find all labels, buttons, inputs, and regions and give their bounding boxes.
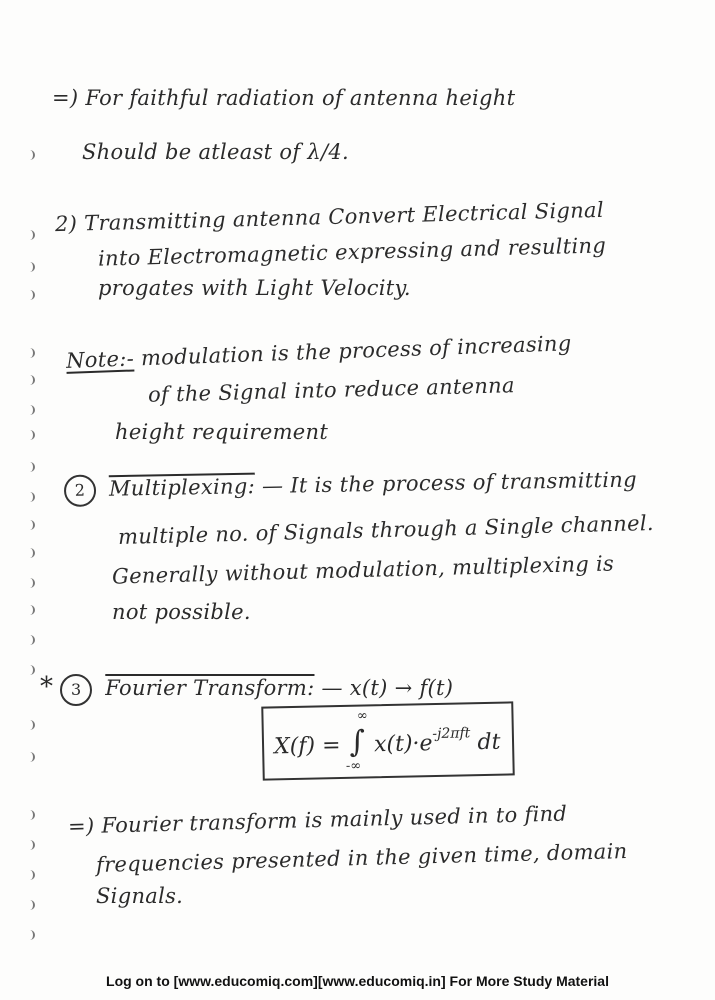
margin-mark (30, 840, 35, 850)
text-line: — It is the process of transmitting (261, 467, 638, 499)
footer-promo: Log on to [www.educomiq.com][www.educomiq.in] For More Study Material (106, 973, 609, 989)
margin-mark (30, 290, 35, 300)
margin-mark (30, 635, 35, 645)
text-line: progates with Light Velocity. (98, 276, 411, 300)
margin-mark (30, 262, 35, 272)
margin-mark (30, 150, 35, 160)
asterisk-icon: * (40, 672, 54, 702)
text-line: modulation is the process of increasing (140, 331, 572, 371)
formula-exponent: -j2πft (432, 724, 471, 742)
margin-mark (30, 870, 35, 880)
section-number: 3 (60, 674, 92, 706)
margin-mark (30, 665, 35, 675)
fourier-formula (273, 708, 501, 774)
note-line-1 (66, 331, 572, 373)
formula-lhs: X(f) = (273, 732, 341, 760)
margin-mark (30, 430, 35, 440)
integral-upper: ∞ (356, 708, 368, 724)
text-line: not possible. (112, 600, 251, 624)
section-heading: Multiplexing: (108, 474, 256, 501)
text-line: multiple no. of Signals through a Single channel. (117, 510, 655, 550)
integral-icon: ∫ ∞ -∞ (345, 708, 368, 774)
margin-mark (30, 930, 35, 940)
note-label: Note:- (65, 346, 135, 373)
margin-mark (30, 375, 35, 385)
text-line: into Electromagnetic expressing and resulting (97, 233, 607, 271)
margin-mark (30, 605, 35, 615)
margin-mark (30, 230, 35, 240)
margin-mark (30, 810, 35, 820)
text-line: =) For faithful radiation of antenna height (52, 86, 516, 110)
multiplexing-heading-line (64, 465, 637, 507)
text-line: =) Fourier transform is mainly used in to find (67, 801, 568, 839)
margin-mark (30, 462, 35, 472)
fourier-heading-line (40, 672, 453, 706)
margin-mark (30, 405, 35, 415)
section-heading: Fourier Transform: (105, 676, 315, 700)
text-line: Should be atleast of λ/4. (82, 140, 349, 164)
margin-mark (30, 752, 35, 762)
margin-mark (30, 348, 35, 358)
margin-mark (30, 900, 35, 910)
margin-mark (30, 720, 35, 730)
text-line: 2) Transmitting antenna Convert Electrical Signal (54, 197, 605, 237)
formula-differential: dt (477, 729, 501, 756)
text-line: Signals. (96, 884, 184, 908)
integral-lower: -∞ (345, 758, 362, 774)
text-line: Generally without modulation, multiplexing is (111, 551, 615, 589)
formula-integrand: x(t)·e (373, 731, 433, 758)
margin-mark (30, 578, 35, 588)
margin-mark (30, 548, 35, 558)
text-line: of the Signal into reduce antenna (147, 373, 516, 407)
mapping-text: — x(t) → f(t) (321, 676, 454, 700)
section-number: 2 (64, 474, 97, 507)
text-line: height requirement (115, 420, 329, 444)
margin-mark (30, 492, 35, 502)
margin-mark (30, 520, 35, 530)
formula-box (261, 701, 514, 780)
text-line: frequencies presented in the given time, domain (95, 839, 628, 877)
